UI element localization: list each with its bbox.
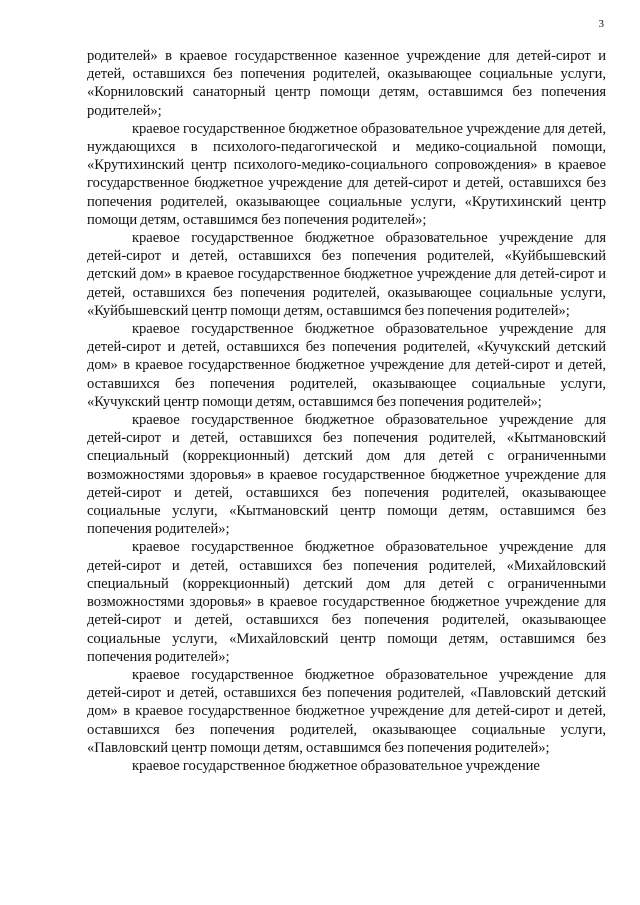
- paragraph-1: родителей» в краевое государственное казенное учреждение для детей-сирот и детей, оставшихся без попечения родителей, оказывающее социальные услуги, «Корниловский санаторный центр помощи детям, оставшимся без попечения родителей»;: [87, 48, 606, 119]
- paragraph-2: краевое государственное бюджетное образовательное учреждение для детей, нуждающихся в психолого-педагогической и медико-социальной помощи, «Крутихинский центр психолого-медико-социального сопровождения» в краевое государственное бюджетное учреждение для детей-сирот и детей, оставшихся без попечения родителей, оказывающее социальные услуги, «Крутихинский центр помощи детям, оставшимся без попечения родителей»;: [87, 120, 606, 228]
- paragraph-7: краевое государственное бюджетное образовательное учреждение для детей-сирот и детей, оставшихся без попечения родителей, «Павловский детский дом» в краевое государственное бюджетное учреждение для детей-сирот и детей, оставшихся без попечения родителей, оказывающее социальные услуги, «Павловский центр помощи детям, оставшимся без попечения родителей»;: [87, 666, 606, 756]
- paragraph-3: краевое государственное бюджетное образовательное учреждение для детей-сирот и детей, оставшихся без попечения родителей, «Куйбышевский детский дом» в краевое государственное бюджетное учреждение для детей-сирот и детей, оставшихся без попечения родителей, оказывающее социальные услуги, «Куйбышевский центр помощи детям, оставшимся без попечения родителей»;: [87, 230, 606, 319]
- paragraph-5: краевое государственное бюджетное образовательное учреждение для детей-сирот и детей, оставшихся без попечения родителей, «Кытмановский специальный (коррекционный) детский дом для детей с ограниченными возможностями здоровья» в краевое государственное бюджетное учреждение для детей-сирот и детей, оставшихся без попечения родителей, оказывающее социальные услуги, «Кытмановский центр помощи детям, оставшимся без попечения родителей»;: [87, 412, 606, 538]
- paragraph-6: краевое государственное бюджетное образовательное учреждение для детей-сирот и детей, оставшихся без попечения родителей, «Михайловский специальный (коррекционный) детский дом для детей с ограниченными возможностями здоровья» в краевое государственное бюджетное учреждение для детей-сирот и детей, оставшихся без попечения родителей, оказывающее социальные услуги, «Михайловский центр помощи детям, оставшимся без попечения родителей»;: [87, 539, 606, 665]
- document-body: [87, 47, 606, 775]
- page-number: 3: [598, 18, 604, 30]
- paragraph-4: краевое государственное бюджетное образовательное учреждение для детей-сирот и детей, оставшихся без попечения родителей, «Кучукский детский дом» в краевое государственное бюджетное учреждение для детей-сирот и детей, оставшихся без попечения родителей, оказывающее социальные услуги, «Кучукский центр помощи детям, оставшимся без попечения родителей»;: [87, 321, 606, 410]
- paragraph-8: краевое государственное бюджетное образовательное учреждение: [132, 757, 540, 774]
